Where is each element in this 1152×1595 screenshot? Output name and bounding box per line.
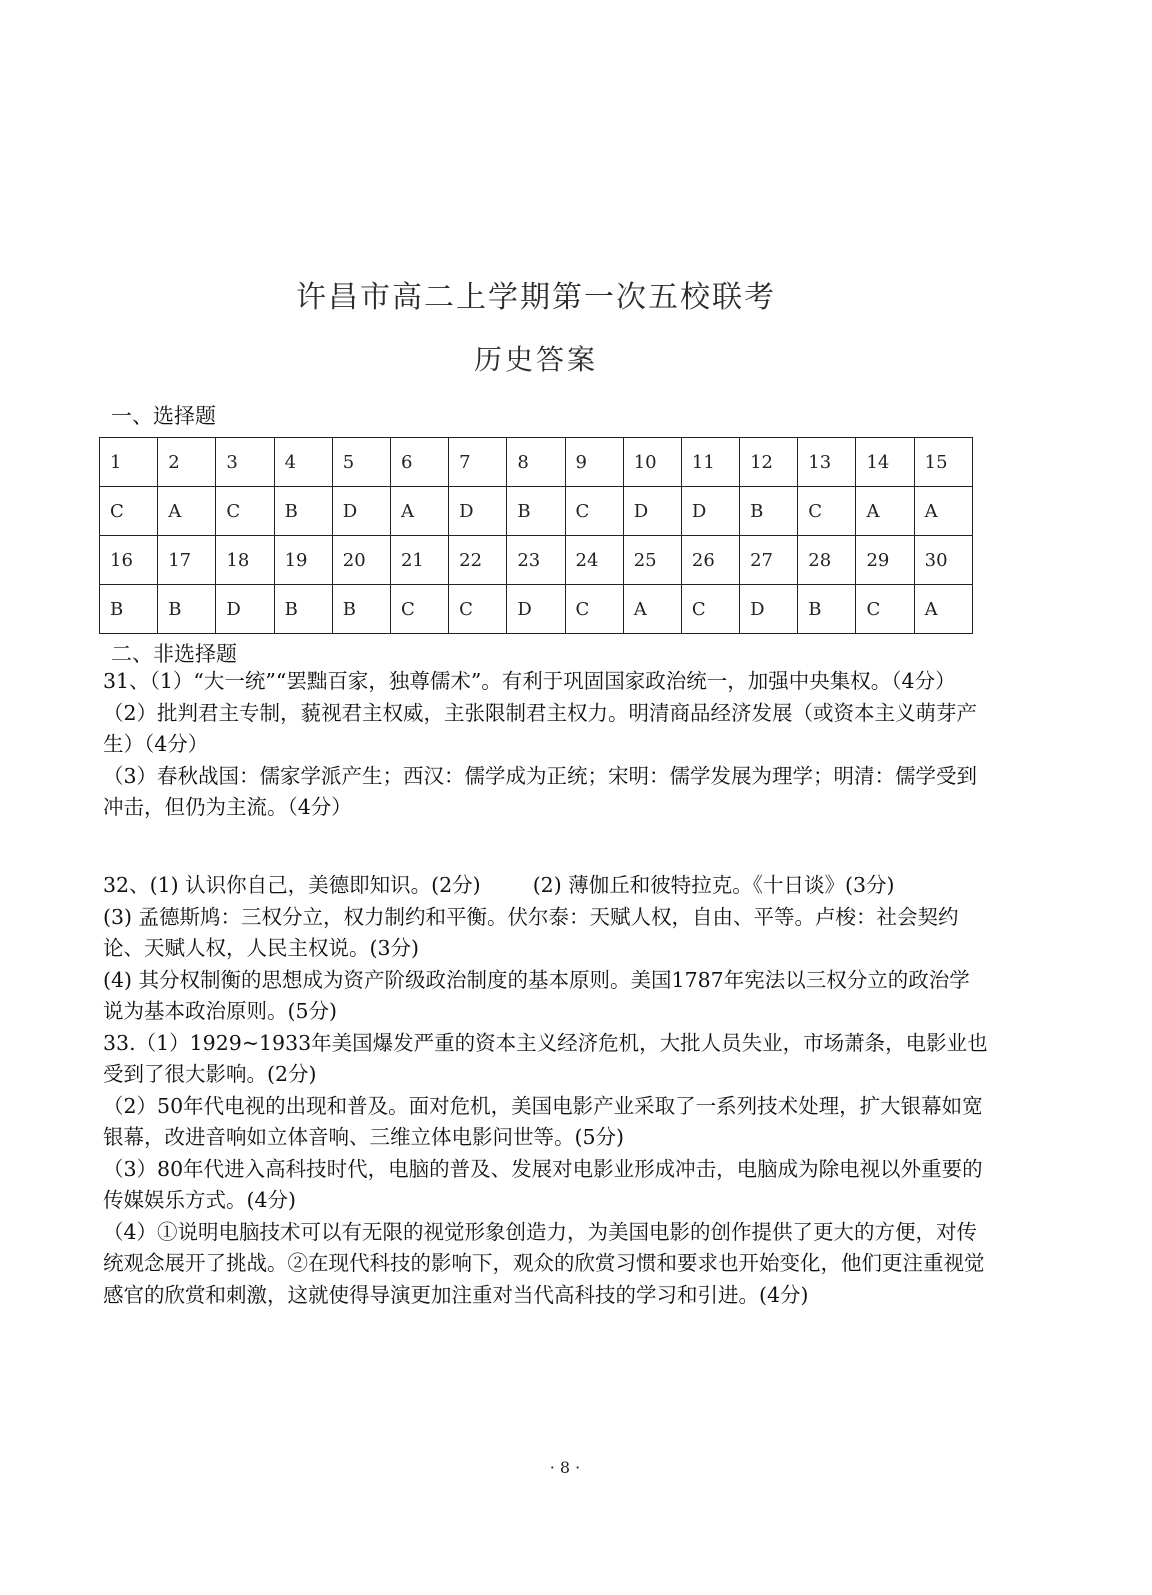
question-number-cell: 11 — [681, 438, 739, 487]
q32-part-3: (3) 孟德斯鸠：三权分立，权力制约和平衡。伏尔泰：天赋人权，自由、平等。卢梭：社会契约论、天赋人权，人民主权说。(3分) — [103, 904, 959, 960]
question-number-cell: 5 — [332, 438, 390, 487]
question-number-cell: 16 — [100, 536, 158, 585]
question-31-answers — [103, 666, 988, 824]
answer-cell: B — [100, 585, 158, 634]
answer-cell: D — [332, 487, 390, 536]
answer-cell: D — [216, 585, 274, 634]
q32-part-2: (2) 薄伽丘和彼特拉克。《十日谈》(3分) — [532, 873, 895, 897]
answer-cell: C — [216, 487, 274, 536]
answer-cell: A — [914, 487, 972, 536]
answer-cell: A — [856, 487, 914, 536]
answer-cell: C — [390, 585, 448, 634]
q31-part-1: 31、（1）“大一统”“罢黜百家，独尊儒术”。有利于巩固国家政治统一，加强中央集权。（4分） — [103, 669, 956, 693]
question-number-cell: 6 — [390, 438, 448, 487]
q33-part-3: （3）80年代进入高科技时代，电脑的普及、发展对电影业形成冲击，电脑成为除电视以外重要的传媒娱乐方式。(4分) — [103, 1156, 983, 1212]
answer-cell: B — [274, 585, 332, 634]
question-number-cell: 28 — [798, 536, 856, 585]
answer-cell: B — [798, 585, 856, 634]
answer-cell: C — [100, 487, 158, 536]
answer-cell: D — [507, 585, 565, 634]
question-number-row — [100, 536, 973, 585]
q32-part-4: (4) 其分权制衡的思想成为资产阶级政治制度的基本原则。美国1787年宪法以三权分立的政治学说为基本政治原则。(5分) — [103, 967, 970, 1023]
question-number-cell: 29 — [856, 536, 914, 585]
question-number-cell: 12 — [740, 438, 798, 487]
question-number-cell: 21 — [390, 536, 448, 585]
answer-row — [100, 585, 973, 634]
answer-table — [99, 437, 973, 634]
answer-cell: C — [449, 585, 507, 634]
question-number-cell: 13 — [798, 438, 856, 487]
q31-part-2: （2）批判君主专制，藐视君主权威，主张限制君主权力。明清商品经济发展（或资本主义萌芽产生）（4分） — [103, 700, 978, 756]
document-subtitle: 历史答案 — [473, 343, 598, 376]
answer-cell: A — [390, 487, 448, 536]
answer-cell: B — [332, 585, 390, 634]
answer-row — [100, 487, 973, 536]
answer-cell: A — [914, 585, 972, 634]
question-number-cell: 26 — [681, 536, 739, 585]
question-number-cell: 2 — [158, 438, 216, 487]
answer-cell: B — [158, 585, 216, 634]
section-heading-non-choice: 二、非选择题 — [111, 642, 237, 666]
section-heading-multiple-choice: 一、选择题 — [111, 404, 216, 428]
question-number-cell: 19 — [274, 536, 332, 585]
question-number-cell: 4 — [274, 438, 332, 487]
question-number-cell: 9 — [565, 438, 623, 487]
question-number-cell: 23 — [507, 536, 565, 585]
answer-cell: C — [565, 585, 623, 634]
question-number-cell: 7 — [449, 438, 507, 487]
q32-part-1: 32、(1) 认识你自己，美德即知识。(2分) — [103, 873, 481, 897]
question-number-cell: 22 — [449, 536, 507, 585]
q33-part-2: （2）50年代电视的出现和普及。面对危机，美国电影产业采取了一系列技术处理，扩大银幕如宽银幕，改进音响如立体音响、三维立体电影问世等。(5分) — [103, 1093, 983, 1149]
q31-part-3: （3）春秋战国：儒家学派产生；西汉：儒学成为正统；宋明：儒学发展为理学；明清：儒学受到冲击，但仍为主流。（4分） — [103, 763, 978, 819]
answer-cell: B — [274, 487, 332, 536]
question-number-cell: 24 — [565, 536, 623, 585]
question-number-cell: 27 — [740, 536, 798, 585]
answer-cell: C — [565, 487, 623, 536]
page-number: · 8 · — [549, 1458, 581, 1477]
question-number-cell: 18 — [216, 536, 274, 585]
answer-cell: D — [681, 487, 739, 536]
q33-part-4: （4）①说明电脑技术可以有无限的视觉形象创造力，为美国电影的创作提供了更大的方便，对传统观念展开了挑战。②在现代科技的影响下，观众的欣赏习惯和要求也开始变化，他们更注重视觉感官的欣赏和刺激，这就使得导演更加注重对当代高科技的学习和引进。(4分) — [103, 1219, 985, 1307]
question-number-cell: 10 — [623, 438, 681, 487]
answer-cell: A — [158, 487, 216, 536]
answer-cell: D — [449, 487, 507, 536]
document-title: 许昌市高二上学期第一次五校联考 — [296, 280, 776, 315]
question-number-cell: 14 — [856, 438, 914, 487]
answer-cell: B — [740, 487, 798, 536]
answer-cell: C — [856, 585, 914, 634]
question-number-cell: 25 — [623, 536, 681, 585]
answer-cell: B — [507, 487, 565, 536]
answer-cell: D — [740, 585, 798, 634]
question-number-cell: 15 — [914, 438, 972, 487]
answer-cell: C — [681, 585, 739, 634]
answer-cell: D — [623, 487, 681, 536]
question-number-row — [100, 438, 973, 487]
question-number-cell: 8 — [507, 438, 565, 487]
answer-cell: A — [623, 585, 681, 634]
question-number-cell: 3 — [216, 438, 274, 487]
question-number-cell: 17 — [158, 536, 216, 585]
question-number-cell: 30 — [914, 536, 972, 585]
question-number-cell: 1 — [100, 438, 158, 487]
q33-part-1: 33.（1）1929~1933年美国爆发严重的资本主义经济危机，大批人员失业，市场萧条，电影业也受到了很大影响。(2分) — [103, 1030, 988, 1086]
answer-cell: C — [798, 487, 856, 536]
question-number-cell: 20 — [332, 536, 390, 585]
q32-line-1 — [103, 870, 988, 902]
questions-32-33-answers — [103, 870, 988, 1311]
